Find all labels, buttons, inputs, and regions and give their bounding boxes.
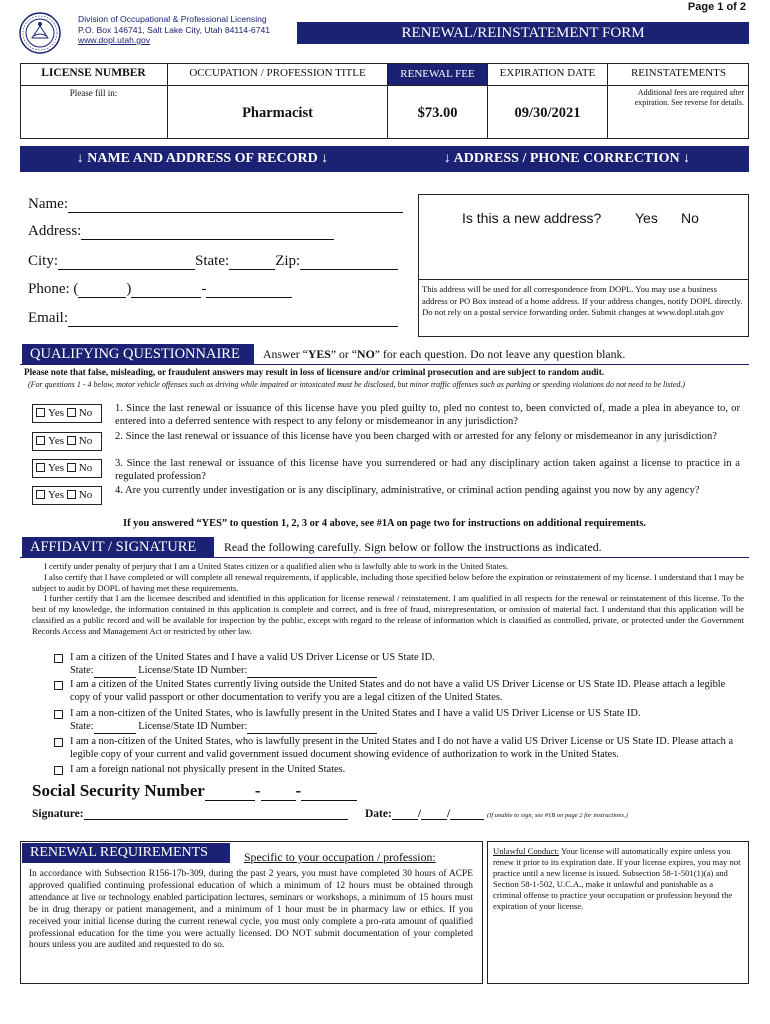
q4-answer[interactable]: Yes No	[32, 486, 102, 505]
q2-yes-checkbox[interactable]	[36, 436, 45, 445]
affidavit-paragraph-2: I also certify that I have completed or will complete all renewal requirements, if applicable, including those specified below before the expiration or reinstatement of my license. I understand that I may be subject to audit by DOPL of having met these requirements.	[32, 571, 744, 593]
new-address-no[interactable]: No	[681, 210, 699, 226]
address-correction-heading: ↓ ADDRESS / PHONE CORRECTION ↓	[443, 151, 691, 166]
phone-dash: -	[201, 281, 207, 297]
renewal-fee-value: $73.00	[417, 105, 458, 121]
affidavit-signature-title: AFFIDAVIT / SIGNATURE	[22, 537, 214, 558]
division-name: Division of Occupational & Professional Licensing	[78, 14, 267, 24]
q1-answer[interactable]: Yes No	[32, 404, 102, 423]
renewal-requirements-subtitle: Specific to your occupation / profession:	[244, 850, 436, 864]
state-field[interactable]	[229, 256, 275, 270]
ssn-field-1[interactable]	[205, 785, 255, 801]
question-2: 2. Since the last renewal or issuance of this license have you been charged with or arrested for any felony or misdemeanor in any jurisdiction?	[115, 431, 717, 442]
date-day-field[interactable]	[421, 809, 447, 820]
form-title: RENEWAL/REINSTATEMENT FORM	[297, 22, 749, 44]
q2-answer[interactable]: Yes No	[32, 432, 102, 451]
dopl-website-link[interactable]: www.dopl.utah.gov	[78, 35, 151, 45]
city-field[interactable]	[58, 256, 195, 270]
affidavit-text	[32, 561, 744, 637]
option-3-checkbox[interactable]	[54, 710, 63, 719]
ssn-field-3[interactable]	[301, 785, 357, 801]
q3-no-checkbox[interactable]	[67, 463, 76, 472]
option-3-id-label: License/State ID Number:	[138, 721, 248, 732]
questionnaire-note: (For questions 1 - 4 below, motor vehicle offenses such as driving while impaired or intoxicated must be disclosed, but minor traffic offenses such as parking or speeding violations do not need to be listed.)	[28, 380, 686, 389]
new-address-yes[interactable]: Yes	[635, 210, 658, 226]
renewal-fee-label: RENEWAL FEE	[388, 64, 487, 85]
affidavit-paragraph-3: I further certify that I am the licensee described and identified in this application for license renewal / reinstatement. I am qualified in all respects for the renewal or reinstatement of this license. To the best of my knowledge, the information contained in this application is complete and correct, and is free of fraud, misrepresentation, or omission of material fact. I understand that this application will be classified as a public record and will be available for inspection by the public, except with regard to the release of information which is classified as controlled, private, or protected under the Government Records Access and Management Act or restricted by other law.	[32, 593, 744, 636]
renewal-requirements-body: In accordance with Subsection R156-17b-309, during the past 2 years, you must have completed 30 hours of ACPE approved qualified continuing professional education of which a minimum of 12 hours must be obtained through attendance at live or technology enabled participation lectures, seminars or workshops, a minimum of 15 hours must be in drug therapy or patient management, and a minimum of 1 hour must be in pharmacy law or ethics. If you received your initial license during the current renewal cycle, you must only complete a pro-rata amount of qualified professional education for the time you were actually licensed. DO NOT submit documentation of your completed hours unless you are audited and requested to do so.	[29, 869, 473, 951]
option-1-id-label: License/State ID Number:	[138, 665, 248, 676]
expiration-date-label: EXPIRATION DATE	[499, 67, 596, 79]
option-1-id-field[interactable]	[247, 668, 377, 678]
option-3-state-label: State:	[70, 721, 94, 732]
phone-label: Phone: (	[28, 281, 79, 297]
citizen-option-2[interactable]: I am a citizen of the United States currently living outside the United States and do not have a valid US Driver License or US State ID. Please attach a legible copy of your valid passport or other documentation to verify you are a legal citizen of the United States.	[70, 679, 742, 705]
date-month-field[interactable]	[392, 809, 418, 820]
citizen-option-3[interactable]: I am a non-citizen of the United States, who is lawfully present in the United States and I have a valid US Driver License or US State ID.	[70, 708, 740, 721]
option-2-checkbox[interactable]	[54, 681, 63, 690]
address-field[interactable]	[81, 226, 334, 240]
signature-note: (If unable to sign, see #1B on page 2 for instructions.)	[487, 812, 628, 819]
q4-no-checkbox[interactable]	[67, 490, 76, 499]
option-3-state-field[interactable]	[94, 724, 136, 734]
expiration-date-value: 09/30/2021	[514, 105, 581, 121]
name-address-of-record-heading: ↓ NAME AND ADDRESS OF RECORD ↓	[76, 151, 329, 166]
unlawful-conduct-text: Unlawful Conduct: Your license will automatically expire unless you renew it prior to its expiration date. If your license expires, you may not practice until a new license is issued. Subsection 58-1-501(1)(a) and Section 58-1-502, U.C.A., make it unlawful and punishable as a criminal offense to practice your occupation or profession beyond the expiration of your license.	[493, 846, 741, 911]
questionnaire-warning: Please note that false, misleading, or fraudulent answers may result in loss of licensure and/or criminal prosecution and are subject to random audit.	[24, 367, 605, 377]
city-label: City:	[28, 253, 59, 269]
qualifying-questionnaire-title: QUALIFYING QUESTIONNAIRE	[22, 344, 254, 365]
reinstatements-label: REINSTATEMENTS	[630, 67, 727, 79]
name-field[interactable]	[68, 199, 403, 213]
citizen-option-1[interactable]: I am a citizen of the United States and I have a valid US Driver License or US State ID.	[70, 652, 740, 665]
utah-seal-logo	[19, 12, 61, 54]
option-1-state-label: State:	[70, 665, 94, 676]
state-label: State:	[195, 253, 230, 269]
reinstatements-note: Additional fees are required after expiration. See reverse for details.	[634, 88, 744, 107]
license-fill-in-label: Please fill in:	[69, 88, 118, 98]
q3-yes-checkbox[interactable]	[36, 463, 45, 472]
question-4: 4. Are you currently under investigation or is any disciplinary, administrative, or criminal action pending against you now by any agency?	[115, 485, 700, 496]
phone-line-field[interactable]	[206, 284, 292, 298]
q1-no-checkbox[interactable]	[67, 408, 76, 417]
address-label: Address:	[28, 223, 82, 239]
citizen-option-4[interactable]: I am a non-citizen of the United States, who is lawfully present in the United States and I do not have a valid US Driver License or US State ID. Please attach a legible copy of your current and valid government issued document showing evidence of authorization to work in the United States.	[70, 736, 742, 762]
citizen-option-5[interactable]: I am a foreign national not physically present in the United States.	[70, 764, 740, 777]
q4-yes-checkbox[interactable]	[36, 490, 45, 499]
address-correction-note: This address will be used for all correspondence from DOPL. You may use a business address or PO Box instead of a home address. If your address changes, notify DOPL directly. Do not rely on a postal service forwarding order. Submit changes at www.dopl.utah.gov	[422, 284, 743, 317]
option-1-checkbox[interactable]	[54, 654, 63, 663]
option-5-checkbox[interactable]	[54, 766, 63, 775]
questionnaire-instruction: Answer “YES” or “NO” for each question. Do not leave any question blank.	[263, 347, 626, 361]
license-number-label: LICENSE NUMBER	[41, 67, 146, 79]
new-address-question: Is this a new address?	[462, 210, 602, 226]
question-3: 3. Since the last renewal or issuance of this license have you surrendered or had any disciplinary action taken against a license to practice in a regulated profession?	[115, 458, 740, 482]
signature-label: Signature:	[32, 808, 84, 820]
division-address: P.O. Box 146741, Salt Lake City, Utah 84114-6741	[78, 24, 271, 35]
occupation-label: OCCUPATION / PROFESSION TITLE	[189, 67, 366, 79]
name-label: Name:	[28, 196, 68, 212]
ssn-label: Social Security Number	[32, 781, 205, 800]
q2-no-checkbox[interactable]	[67, 436, 76, 445]
question-1: 1. Since the last renewal or issuance of this license have you pled guilty to, pled no contest to, been convicted of, made a plea in abeyance to, or entered into a deferred sentence with respect to any felony or misdemeanor in any jurisdiction?	[115, 403, 740, 427]
ssn-field-2[interactable]	[261, 785, 296, 801]
zip-field[interactable]	[300, 256, 398, 270]
option-4-checkbox[interactable]	[54, 738, 63, 747]
license-number-input[interactable]	[24, 100, 163, 136]
page-number: Page 1 of 2	[687, 1, 746, 13]
signature-field[interactable]	[84, 809, 348, 820]
renewal-requirements-title: RENEWAL REQUIREMENTS	[22, 843, 230, 863]
option-1-state-field[interactable]	[94, 668, 136, 678]
date-year-field[interactable]	[450, 809, 484, 820]
occupation-value: Pharmacist	[242, 105, 313, 121]
phone-area-code-field[interactable]	[78, 284, 126, 298]
zip-label: Zip:	[275, 253, 301, 269]
q1-yes-checkbox[interactable]	[36, 408, 45, 417]
option-3-id-field[interactable]	[247, 724, 377, 734]
phone-prefix-field[interactable]	[131, 284, 201, 298]
affidavit-paragraph-1: I certify under penalty of perjury that I am a United States citizen or a qualified alien who is lawfully able to work in the United States.	[44, 561, 509, 571]
affidavit-instruction: Read the following carefully. Sign below or follow the instructions as indicated.	[224, 540, 602, 554]
questionnaire-footer: If you answered “YES” to question 1, 2, 3 or 4 above, see #1A on page two for instructions on additional requirements.	[123, 518, 646, 529]
date-label: Date:	[365, 808, 392, 820]
phone-paren: )	[126, 281, 132, 297]
q3-answer[interactable]: Yes No	[32, 459, 102, 478]
email-label: Email:	[28, 310, 68, 326]
email-field[interactable]	[68, 313, 398, 327]
